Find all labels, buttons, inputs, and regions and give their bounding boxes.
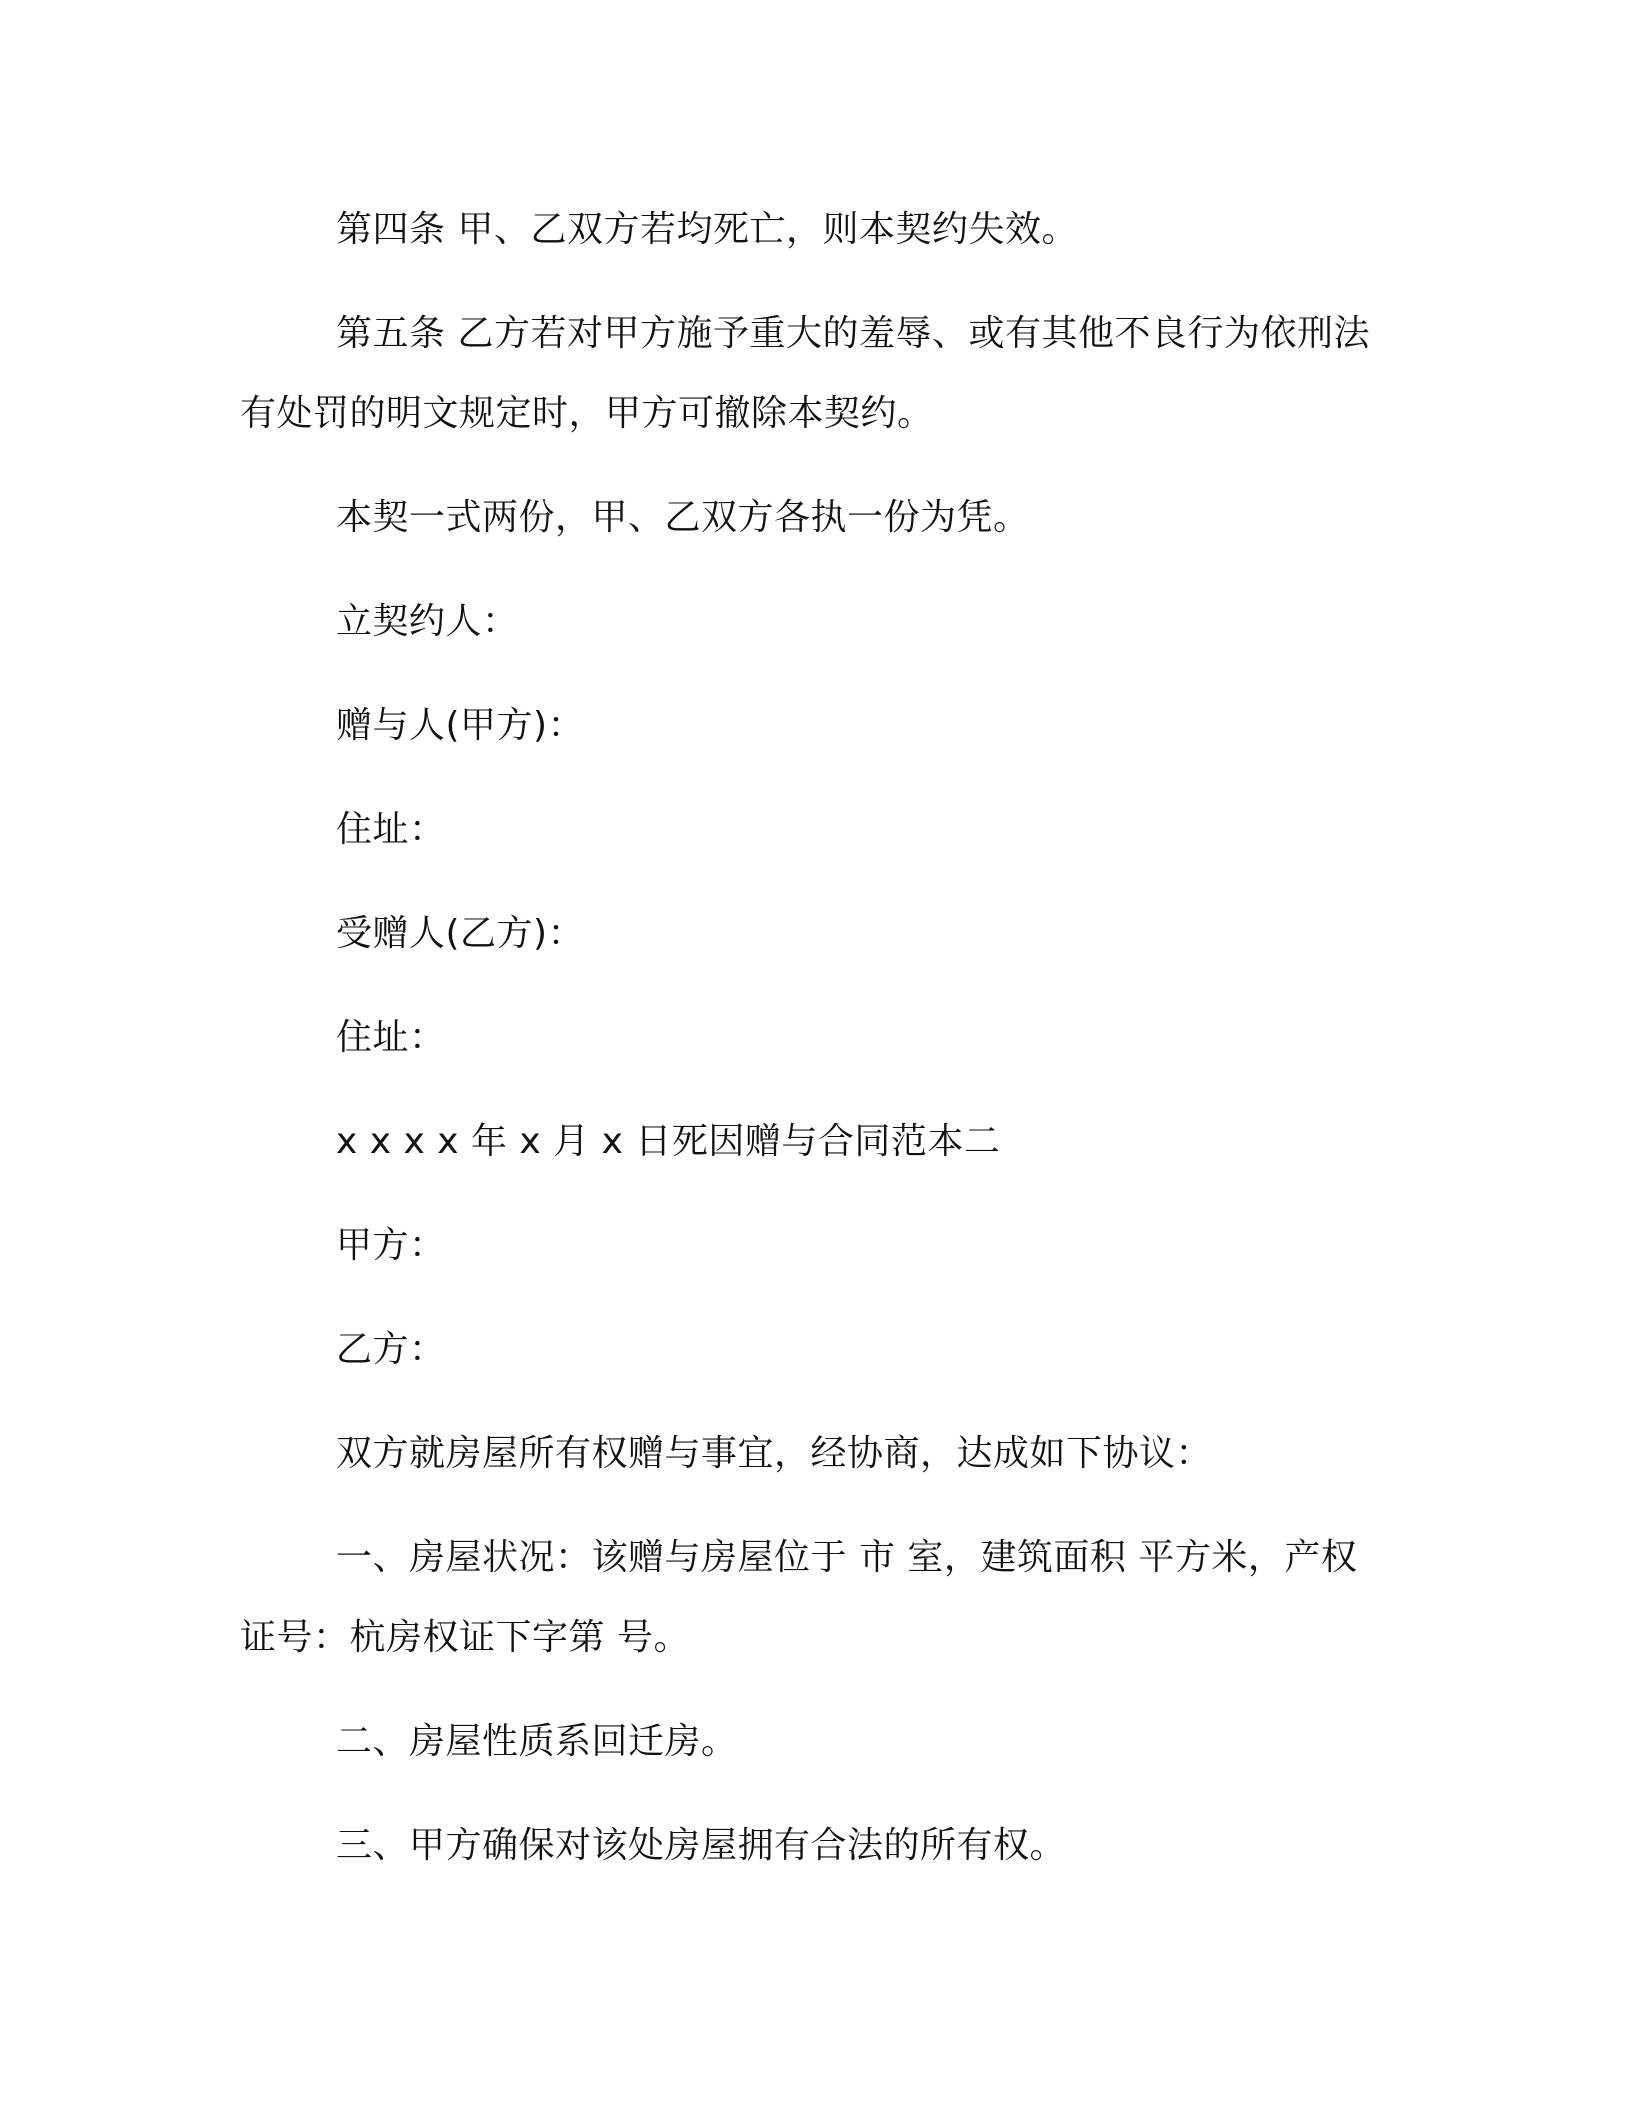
clause-house-nature: 二、房屋性质系回迁房。 [336,1721,738,1762]
donee-address-label: 住址： [336,1017,446,1058]
clause-five: 第五条 乙方若对甲方施予重大的羞辱、或有其他不良行为依刑法有处罚的明文规定时，甲方可撤除本契约。 [240,313,1370,434]
clause-ownership: 三、甲方确保对该处房屋拥有合法的所有权。 [336,1825,1067,1866]
donor-address-label: 住址： [336,809,446,850]
clause-house-status: 一、房屋状况：该赠与房屋位于 市 室，建筑面积 平方米，产权证号：杭房权证下字第 号。 [240,1537,1358,1658]
contracting-parties-label: 立契约人： [336,601,519,642]
date-and-template-title: x x x x 年 x 月 x 日死因赠与合同范本二 [336,1121,1001,1162]
party-a-label: 甲方： [336,1225,446,1266]
donor-label: 赠与人(甲方)： [336,705,585,746]
party-b-label: 乙方： [336,1329,446,1370]
document-page [240,190,1390,1910]
clause-four: 第四条 甲、乙双方若均死亡，则本契约失效。 [336,209,1078,250]
copies-statement: 本契一式两份，甲、乙双方各执一份为凭。 [336,497,1030,538]
donee-label: 受赠人(乙方)： [336,913,585,954]
agreement-intro: 双方就房屋所有权赠与事宜，经协商，达成如下协议： [336,1433,1213,1474]
